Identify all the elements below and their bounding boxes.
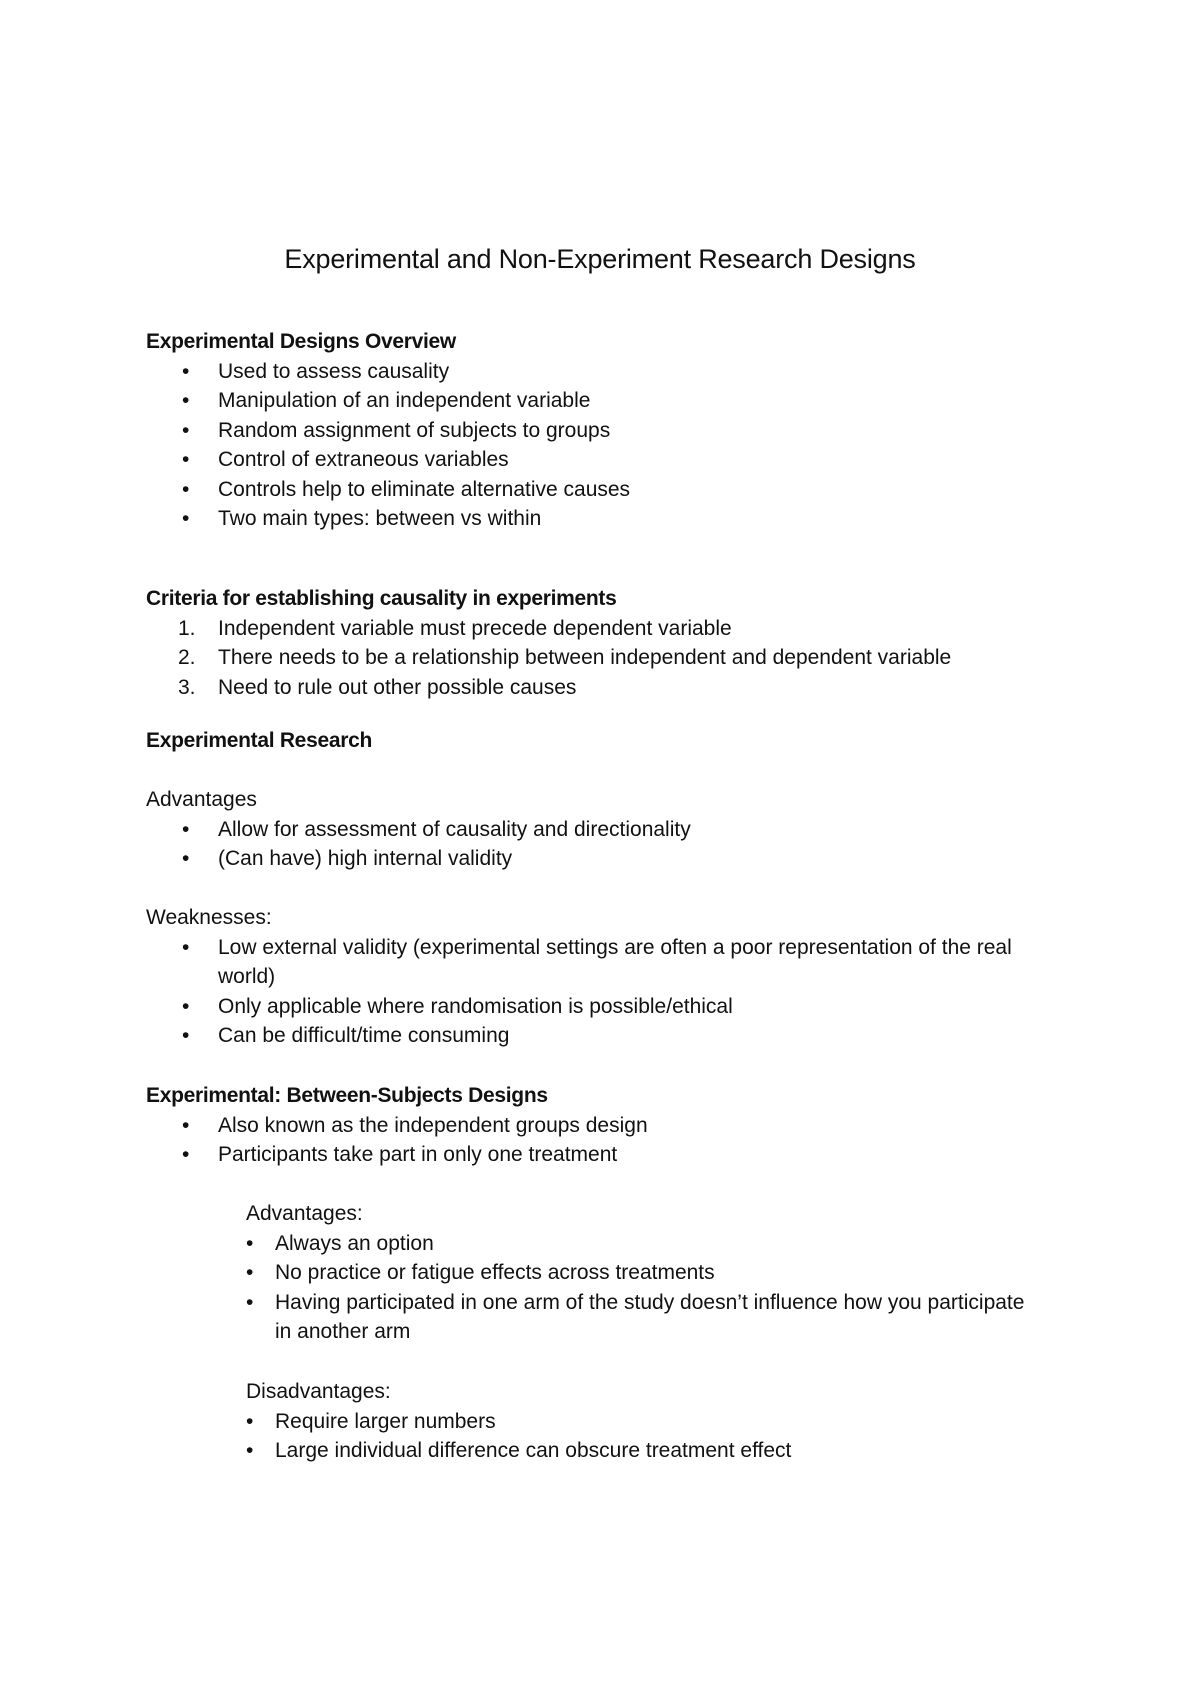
bullet-icon: •	[182, 448, 190, 471]
list-item: • Controls help to eliminate alternative causes	[146, 475, 1046, 505]
bullet-icon: •	[182, 359, 190, 383]
bullet-icon: •	[182, 847, 190, 870]
between-heading: Experimental: Between-Subjects Designs	[146, 1084, 548, 1107]
bullet-icon: •	[182, 389, 190, 412]
between-list	[146, 1111, 1046, 1170]
research-heading: Experimental Research	[146, 729, 372, 752]
list-item: 2. There needs to be a relationship between independent and dependent variable	[146, 643, 1046, 673]
list-item: • Always an option	[246, 1229, 1046, 1259]
list-item: • Two main types: between vs within	[146, 504, 1046, 534]
list-item: • Only applicable where randomisation is possible/ethical	[146, 992, 1046, 1022]
between-advantages-list	[246, 1229, 1046, 1347]
bullet-icon: •	[182, 418, 190, 442]
between-disadvantages-block	[246, 1377, 1046, 1466]
overview-heading: Experimental Designs Overview	[146, 330, 456, 353]
list-number: 1.	[178, 616, 196, 640]
between-section	[146, 1081, 1046, 1170]
bullet-icon: •	[182, 994, 190, 1018]
list-item: 3. Need to rule out other possible causes	[146, 673, 1046, 703]
advantages-list	[146, 815, 1046, 874]
list-item: • Used to assess causality	[146, 357, 1046, 387]
list-item: • Can be difficult/time consuming	[146, 1021, 1046, 1051]
list-item: • No practice or fatigue effects across treatments	[246, 1258, 1046, 1288]
criteria-section	[146, 584, 1046, 702]
list-item: • Large individual difference can obscure treatment effect	[246, 1436, 1046, 1466]
bullet-icon: •	[246, 1290, 254, 1314]
between-advantages-block	[246, 1199, 1046, 1347]
research-advantages-block	[146, 785, 1046, 874]
criteria-heading: Criteria for establishing causality in experiments	[146, 587, 617, 610]
list-item: • Having participated in one arm of the study doesn’t influence how you participate in another arm	[246, 1288, 1046, 1347]
overview-section	[146, 327, 1046, 534]
research-heading-block	[146, 726, 1046, 756]
research-weaknesses-block	[146, 903, 1046, 1051]
between-advantages-label: Advantages:	[246, 1202, 363, 1225]
bullet-icon: •	[246, 1231, 254, 1255]
list-item: • Allow for assessment of causality and directionality	[146, 815, 1046, 845]
between-disadvantages-list	[246, 1407, 1046, 1466]
bullet-icon: •	[182, 1113, 190, 1137]
list-item: • Random assignment of subjects to groups	[146, 416, 1046, 446]
list-item: • Participants take part in only one treatment	[146, 1140, 1046, 1170]
list-item: 1. Independent variable must precede dependent variable	[146, 614, 1046, 644]
weaknesses-label: Weaknesses:	[146, 906, 272, 929]
bullet-icon: •	[182, 1024, 190, 1047]
bullet-icon: •	[246, 1439, 254, 1462]
list-item: • Manipulation of an independent variable	[146, 386, 1046, 416]
list-number: 3.	[178, 675, 196, 699]
list-number: 2.	[178, 646, 196, 669]
weaknesses-list	[146, 933, 1046, 1051]
list-item: • Require larger numbers	[246, 1407, 1046, 1437]
list-item: • Control of extraneous variables	[146, 445, 1046, 475]
between-disadvantages-label: Disadvantages:	[246, 1380, 391, 1403]
bullet-icon: •	[246, 1261, 254, 1284]
document-title: Experimental and Non-Experiment Research Designs	[284, 244, 916, 274]
bullet-icon: •	[246, 1409, 254, 1433]
overview-list	[146, 357, 1046, 534]
list-item: • (Can have) high internal validity	[146, 844, 1046, 874]
bullet-icon: •	[182, 935, 190, 959]
criteria-list	[146, 614, 1046, 703]
list-item: • Also known as the independent groups design	[146, 1111, 1046, 1141]
bullet-icon: •	[182, 1143, 190, 1166]
bullet-icon: •	[182, 507, 190, 530]
list-item: • Low external validity (experimental settings are often a poor representation of the real world)	[146, 933, 1046, 992]
advantages-label: Advantages	[146, 788, 257, 811]
bullet-icon: •	[182, 817, 190, 841]
bullet-icon: •	[182, 477, 190, 501]
